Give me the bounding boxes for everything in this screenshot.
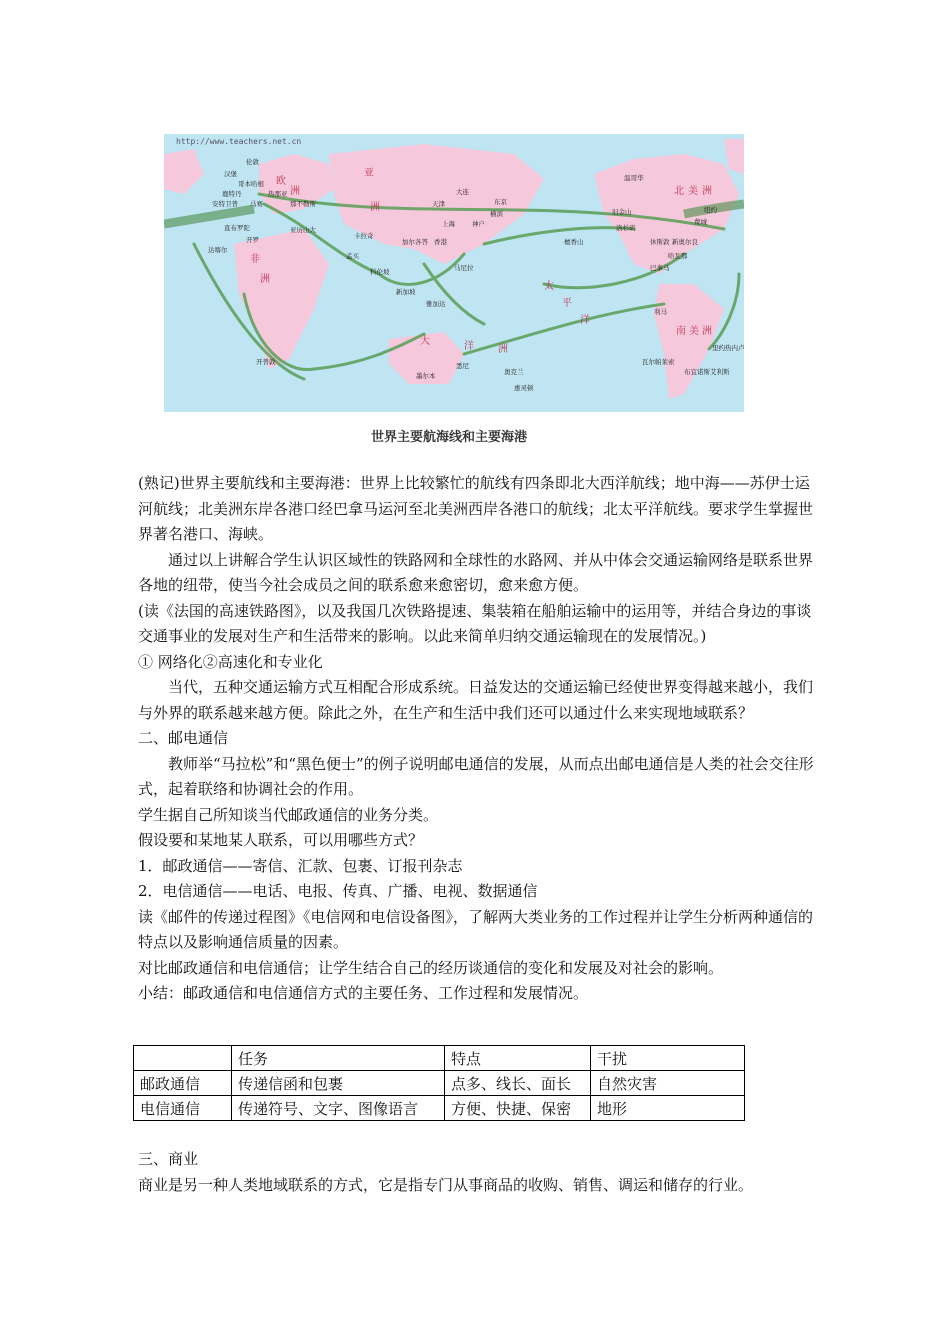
region-label: 美 — [688, 186, 698, 197]
port-label: 洛杉矶 — [616, 224, 636, 232]
map-caption: 世界主要航海线和主要海港 — [370, 430, 527, 445]
port-label: 神户 — [472, 220, 485, 228]
region-label: 北 — [674, 186, 684, 197]
port-label: 旧金山 — [612, 208, 632, 216]
list-item: 2．电信通信——电话、电报、传真、广播、电视、数据通信 — [138, 882, 538, 900]
port-label: 瓦尔帕莱索 — [642, 358, 675, 366]
paragraph: (读《法国的高速铁路图》，以及我国几次铁路提速、集装箱在船舶运输中的运用等，并结合身边的事谈交通事业的发展对生产和生活带来的影响。以此来简单归纳交通运输现在的发展情况。) — [138, 601, 812, 645]
communication-summary-table — [133, 1045, 745, 1121]
region-label: 非 — [250, 254, 260, 265]
paragraph: 当代，五种交通运输方式互相配合形成系统。日益发达的交通运输已经使世界变得越来越小，我们与外界的联系越来越方便。除此之外，在生产和生活中我们还可以通过什么来实现地域联系？ — [138, 678, 814, 722]
paragraph: 假设要和某地某人联系，可以用哪些方式？ — [138, 831, 424, 849]
table-row — [134, 1071, 745, 1096]
port-label: 墨尔本 — [416, 372, 436, 380]
region-label: 洋 — [464, 341, 474, 352]
section-commerce — [138, 1147, 814, 1198]
port-label: 孟买 — [346, 252, 359, 260]
paragraph: 教师举“马拉松”和“黑色便士”的例子说明邮电通信的发展，从而点出邮电通信是人类的社会交往形式，起着联络和协调社会的作用。 — [138, 754, 814, 798]
table-header-cell — [134, 1046, 232, 1071]
table-cell: 传递信函和包裹 — [232, 1071, 445, 1096]
port-label: 哈瓦那 — [668, 252, 688, 260]
port-label: 檀香山 — [564, 238, 584, 246]
port-label: 天津 — [432, 200, 445, 208]
port-label: 东京 — [494, 198, 507, 206]
port-label: 马尼拉 — [454, 264, 474, 272]
region-label: 洲 — [370, 202, 380, 213]
port-label: 雅加达 — [426, 300, 446, 308]
port-label: 鹿特丹 — [222, 190, 242, 198]
port-label: 大连 — [456, 188, 469, 196]
port-label: 横滨 — [490, 210, 503, 218]
paragraph: 对比邮政通信和电信通信；让学生结合自己的经历谈通信的变化和发展及对社会的影响。 — [138, 958, 724, 977]
port-label: 纽约 — [704, 206, 717, 214]
port-label: 里约热内卢 — [712, 344, 744, 352]
port-label: 卡拉奇 — [354, 232, 374, 240]
world-shipping-map — [164, 134, 744, 412]
port-label: 那不勒斯 — [290, 200, 316, 208]
port-label: 香港 — [434, 238, 447, 246]
port-label: 上海 — [442, 220, 455, 228]
list-item: 1．邮政通信——寄信、汇款、包裹、订报刊杂志 — [138, 856, 463, 875]
port-label: 伦敦 — [246, 158, 259, 166]
port-label: 开罗 — [246, 236, 259, 244]
port-label: 布宜诺斯艾利斯 — [684, 368, 730, 376]
table-cell: 电信通信 — [134, 1096, 232, 1121]
port-label: 休斯敦 — [650, 238, 670, 246]
body-text — [138, 471, 814, 1007]
paragraph: ① 网络化②高速化和专业化 — [138, 652, 323, 671]
region-label: 洲 — [260, 274, 270, 285]
port-label: 巴拿马 — [650, 264, 670, 272]
region-label: 太 — [544, 281, 554, 292]
table-header-cell: 干扰 — [591, 1046, 745, 1071]
port-label: 汉堡 — [224, 170, 237, 178]
region-label: 洲 — [702, 186, 712, 197]
port-label: 开普敦 — [256, 358, 276, 366]
section-heading: 二、邮电通信 — [138, 729, 229, 747]
region-label: 亚 — [364, 168, 374, 179]
paragraph: 读《邮件的传递过程图》《电信网和电信设备图》，了解两大类业务的工作过程并让学生分析两种通信的特点以及影响通信质量的因素。 — [138, 907, 814, 951]
table-header-cell: 任务 — [232, 1046, 445, 1071]
port-label: 温哥华 — [624, 174, 644, 182]
table-cell: 地形 — [591, 1096, 745, 1121]
port-label: 悉尼 — [456, 362, 469, 370]
port-label: 新加坡 — [396, 288, 416, 296]
region-label: 美 — [689, 326, 699, 337]
port-label: 热那亚 — [268, 190, 288, 198]
world-shipping-map-figure — [150, 128, 748, 454]
region-label: 洲 — [290, 186, 300, 197]
map-source-url: http://www.teachers.net.cn — [176, 137, 302, 146]
port-label: 安特卫普 — [212, 200, 238, 208]
section-heading: 三、商业 — [138, 1150, 199, 1168]
region-label: 洋 — [580, 315, 590, 326]
region-label: 平 — [562, 298, 572, 309]
port-label: 达喀尔 — [208, 246, 228, 254]
port-label: 费城 — [694, 218, 707, 226]
paragraph: 学生据自己所知谈当代邮政通信的业务分类。 — [138, 805, 439, 824]
paragraph: 通过以上讲解合学生认识区域性的铁路网和全球性的水路网、并从中体会交通运输网络是联系世界各地的纽带，使当今社会成员之间的联系愈来愈密切，愈来愈方便。 — [138, 550, 814, 594]
table-cell: 邮政通信 — [134, 1071, 232, 1096]
port-label: 奥克兰 — [504, 368, 524, 376]
region-label: 欧 — [276, 176, 286, 187]
region-label: 南 — [676, 326, 686, 337]
port-label: 直布罗陀 — [224, 224, 250, 232]
port-label: 利马 — [654, 308, 667, 316]
port-label: 哥本哈根 — [238, 180, 264, 188]
paragraph: 商业是另一种人类地域联系的方式，它是指专门从事商品的收购、销售、调运和储存的行业。 — [138, 1175, 754, 1194]
table-cell: 点多、线长、面长 — [445, 1071, 591, 1096]
port-label: 惠灵顿 — [514, 384, 534, 392]
paragraph: 小结：邮政通信和电信通信方式的主要任务、工作过程和发展情况。 — [138, 984, 589, 1002]
table-cell: 自然灾害 — [591, 1071, 745, 1096]
port-label: 新奥尔良 — [672, 238, 698, 246]
table-header-row — [134, 1046, 745, 1071]
port-label: 加尔各答 — [402, 238, 428, 246]
port-label: 科伦坡 — [370, 268, 390, 276]
paragraph: (熟记)世界主要航线和主要海港：世界上比较繁忙的航线有四条即北大西洋航线；地中海——苏伊士运河航线；北美洲东岸各港口经巴拿马运河至北美洲西岸各港口的航线；北太平洋航线。要求学生掌握世界著名港口、海峡。 — [138, 474, 814, 543]
region-label: 大 — [420, 336, 430, 347]
table-row — [134, 1096, 745, 1121]
table-cell: 方便、快捷、保密 — [445, 1096, 591, 1121]
port-label: 马赛 — [250, 200, 263, 208]
table-cell: 传递符号、文字、图像语言 — [232, 1096, 445, 1121]
table-header-cell: 特点 — [445, 1046, 591, 1071]
region-label: 洲 — [702, 326, 712, 337]
port-label: 亚历山大 — [290, 226, 316, 234]
region-label: 洲 — [498, 344, 508, 355]
